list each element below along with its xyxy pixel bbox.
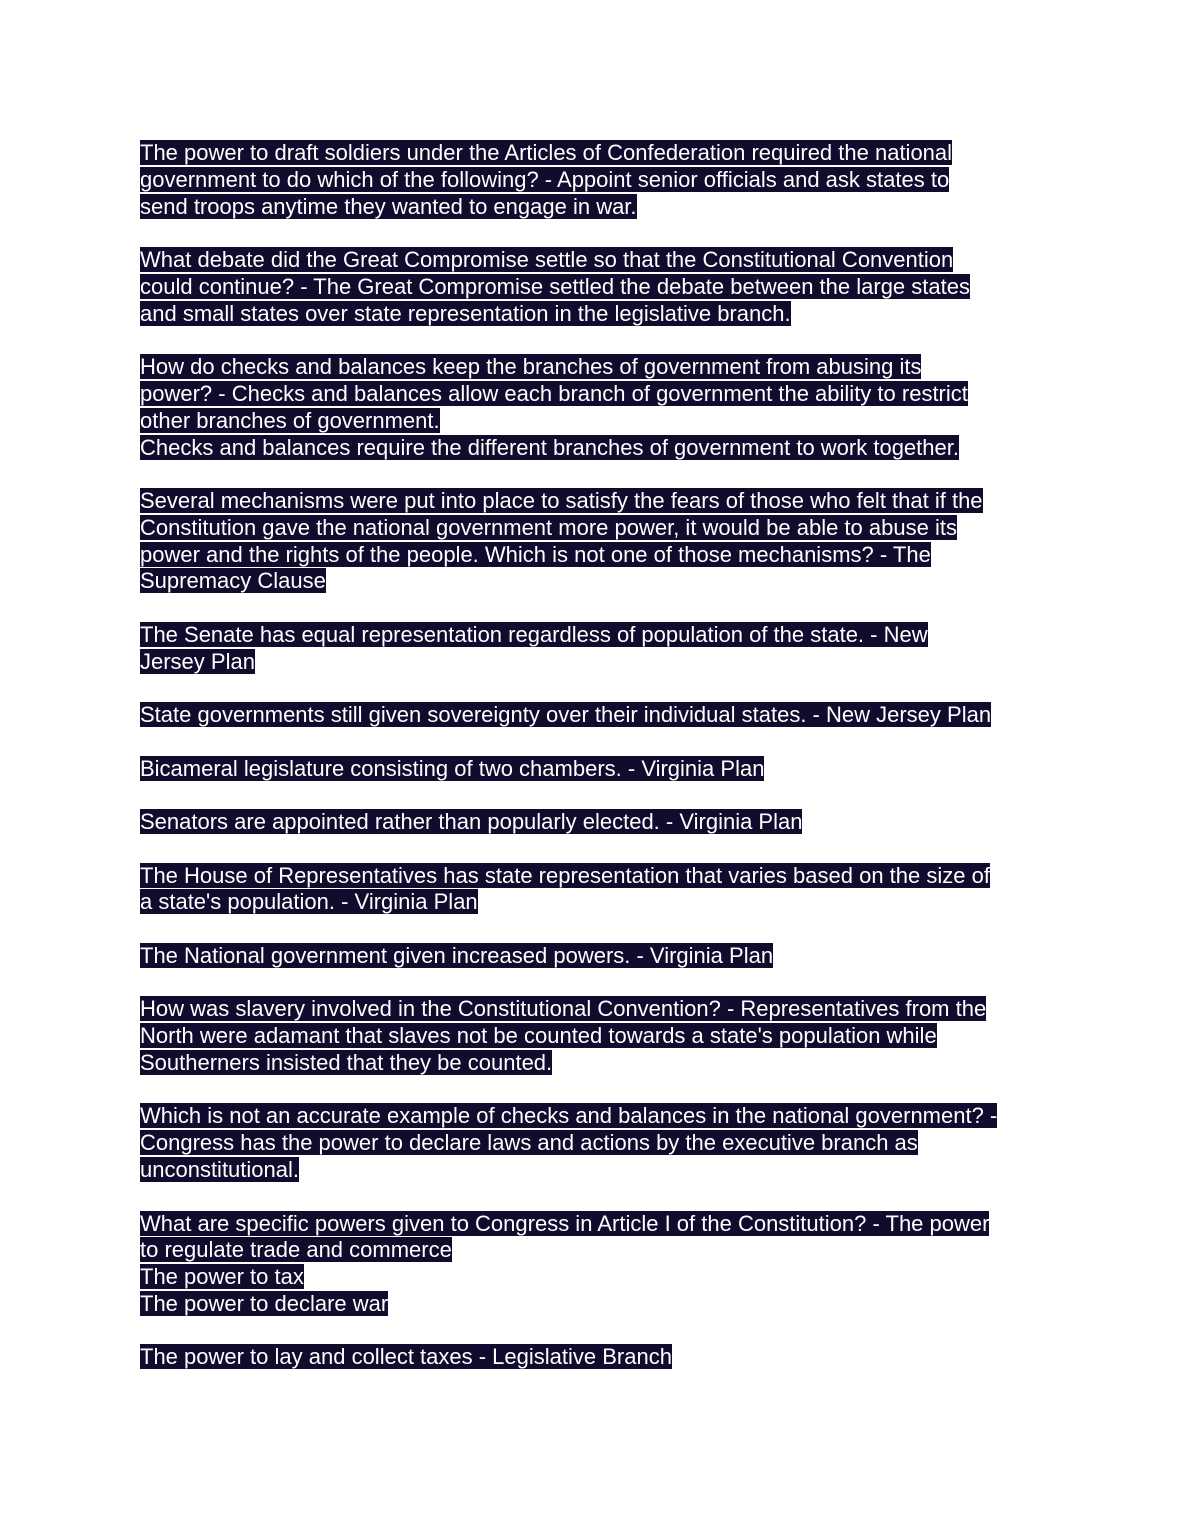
text-line bbox=[140, 702, 1060, 729]
highlighted-text: The power to declare war bbox=[140, 1290, 389, 1316]
text-line bbox=[140, 863, 1060, 890]
highlighted-text: Jersey Plan bbox=[140, 648, 255, 674]
text-line bbox=[140, 1130, 1060, 1157]
highlighted-text: unconstitutional. bbox=[140, 1157, 299, 1183]
qa-paragraph bbox=[140, 1103, 1060, 1183]
text-line bbox=[140, 381, 1060, 408]
text-line bbox=[140, 1050, 1060, 1077]
highlighted-text: The National government given increased powers. - Virginia Plan bbox=[140, 942, 774, 968]
text-line bbox=[140, 943, 1060, 970]
highlighted-text: Checks and balances require the different branches of government to work together. bbox=[140, 434, 959, 460]
text-line bbox=[140, 542, 1060, 569]
highlighted-text: Senators are appointed rather than popularly elected. - Virginia Plan bbox=[140, 809, 803, 835]
highlighted-text: What debate did the Great Compromise settle so that the Constitutional Convention bbox=[140, 247, 954, 273]
document-page bbox=[140, 140, 1060, 1398]
text-line bbox=[140, 1103, 1060, 1130]
text-line bbox=[140, 274, 1060, 301]
qa-paragraph bbox=[140, 702, 1060, 729]
highlighted-text: other branches of government. bbox=[140, 407, 440, 433]
highlighted-text: Bicameral legislature consisting of two chambers. - Virginia Plan bbox=[140, 755, 765, 781]
highlighted-text: The power to lay and collect taxes - Legislative Branch bbox=[140, 1344, 672, 1370]
text-line bbox=[140, 809, 1060, 836]
qa-paragraph bbox=[140, 622, 1060, 676]
highlighted-text: Southerners insisted that they be counted. bbox=[140, 1050, 553, 1075]
highlighted-text: What are specific powers given to Congress in Article I of the Constitution? - The power bbox=[140, 1210, 990, 1236]
qa-paragraph bbox=[140, 1211, 1060, 1318]
highlighted-text: a state's population. - Virginia Plan bbox=[140, 889, 478, 915]
highlighted-text: power? - Checks and balances allow each branch of government the ability to restrict bbox=[140, 380, 968, 406]
highlighted-text: Supremacy Clause bbox=[140, 568, 326, 594]
highlighted-text: and small states over state representation in the legislative branch. bbox=[140, 300, 791, 326]
qa-paragraph bbox=[140, 488, 1060, 595]
highlighted-text: power and the rights of the people. Which is not one of those mechanisms? - The bbox=[140, 541, 931, 567]
text-line bbox=[140, 435, 1060, 462]
highlighted-text: The power to tax bbox=[140, 1264, 304, 1290]
highlighted-text: send troops anytime they wanted to engage in war. bbox=[140, 193, 637, 219]
text-line bbox=[140, 756, 1060, 783]
highlighted-text: to regulate trade and commerce bbox=[140, 1237, 452, 1263]
text-line bbox=[140, 649, 1060, 676]
qa-paragraph bbox=[140, 1344, 1060, 1371]
highlighted-text: The House of Representatives has state representation that varies based on the size of bbox=[140, 862, 990, 888]
highlighted-text: How was slavery involved in the Constitutional Convention? - Representatives from the bbox=[140, 996, 987, 1022]
qa-paragraph bbox=[140, 996, 1060, 1076]
text-line bbox=[140, 1157, 1060, 1184]
text-line bbox=[140, 622, 1060, 649]
text-line bbox=[140, 1344, 1060, 1371]
highlighted-text: State governments still given sovereignty over their individual states. - New Jersey Plan bbox=[140, 702, 992, 728]
text-line bbox=[140, 1237, 1060, 1264]
text-line bbox=[140, 247, 1060, 274]
text-line bbox=[140, 515, 1060, 542]
text-line bbox=[140, 408, 1060, 435]
highlighted-text: Constitution gave the national government more power, it would be able to abuse its bbox=[140, 514, 957, 540]
highlighted-text: The Senate has equal representation regardless of population of the state. - New bbox=[140, 621, 928, 647]
text-line bbox=[140, 301, 1060, 328]
text-line bbox=[140, 1264, 1060, 1291]
highlighted-text: Congress has the power to declare laws and actions by the executive branch as bbox=[140, 1130, 918, 1156]
qa-paragraph bbox=[140, 756, 1060, 783]
text-line bbox=[140, 1023, 1060, 1050]
highlighted-text: Several mechanisms were put into place to satisfy the fears of those who felt that if the bbox=[140, 488, 983, 514]
qa-paragraph bbox=[140, 247, 1060, 327]
qa-paragraph bbox=[140, 809, 1060, 836]
highlighted-text: Which is not an accurate example of checks and balances in the national government? - bbox=[140, 1103, 998, 1129]
text-line bbox=[140, 140, 1060, 167]
text-line bbox=[140, 889, 1060, 916]
highlighted-text: The power to draft soldiers under the Articles of Confederation required the national bbox=[140, 140, 953, 165]
highlighted-text: North were adamant that slaves not be counted towards a state's population while bbox=[140, 1023, 937, 1049]
text-line bbox=[140, 568, 1060, 595]
text-line bbox=[140, 354, 1060, 381]
text-line bbox=[140, 488, 1060, 515]
text-line bbox=[140, 1211, 1060, 1238]
qa-paragraph bbox=[140, 354, 1060, 461]
text-line bbox=[140, 194, 1060, 221]
text-line bbox=[140, 996, 1060, 1023]
text-line bbox=[140, 1291, 1060, 1318]
qa-paragraph bbox=[140, 943, 1060, 970]
qa-paragraph bbox=[140, 863, 1060, 917]
highlighted-text: How do checks and balances keep the branches of government from abusing its bbox=[140, 354, 922, 380]
highlighted-text: government to do which of the following? - Appoint senior officials and ask states to bbox=[140, 166, 950, 192]
qa-paragraph bbox=[140, 140, 1060, 220]
highlighted-text: could continue? - The Great Compromise settled the debate between the large states bbox=[140, 273, 970, 299]
text-line bbox=[140, 167, 1060, 194]
